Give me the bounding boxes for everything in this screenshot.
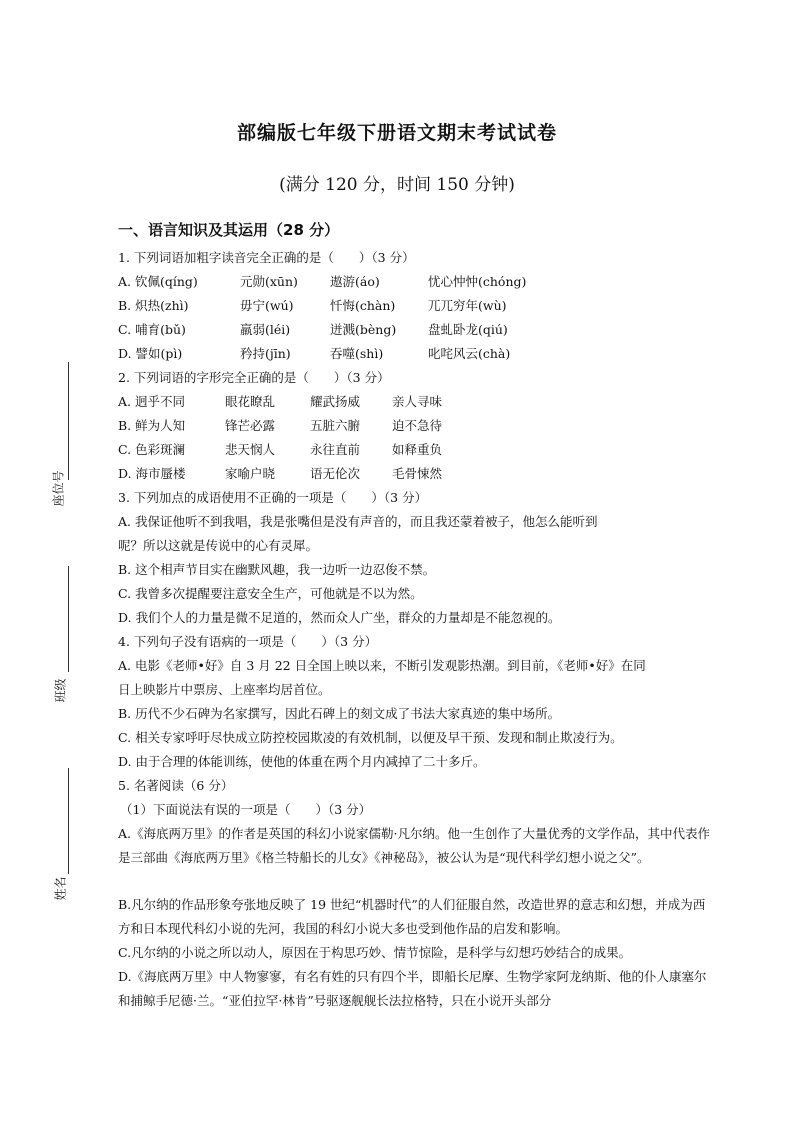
q1-d-4: 叱咤风云(chà) (428, 346, 511, 361)
q4-option-d: D. 由于合理的体能训练，使他的体重在两个月内减掉了二十多斤。 (118, 754, 486, 769)
q1-b-1: B. 炽热(zhì) (118, 298, 189, 313)
q1-d-3: 吞噬(shì) (330, 346, 384, 361)
q2-d-1: D. 海市蜃楼 (118, 466, 186, 481)
q1-a-3: 遨游(áo) (330, 274, 380, 289)
q2-c-1: C. 色彩斑澜 (118, 442, 186, 457)
q1-stem: 1. 下列词语加粗字读音完全正确的是（ ）（3 分） (118, 250, 415, 265)
q2-a-4: 亲人寻味 (392, 394, 443, 409)
q2-c-2: 悲天悯人 (225, 442, 276, 457)
q1-b-2: 毋宁(wú) (240, 298, 294, 313)
q2-a-3: 耀武扬威 (310, 394, 361, 409)
seat-underline (68, 362, 69, 480)
seat-number-label: 座位号 (51, 470, 66, 507)
section-heading: 一、语言知识及其运用（28 分） (118, 221, 340, 239)
q1-b-3: 忏悔(chàn) (330, 298, 396, 313)
q3-option-c: C. 我曾多次提醒要注意安全生产，可他就是不以为然。 (118, 586, 423, 601)
q2-c-3: 永往直前 (310, 442, 361, 457)
q2-d-2: 家喻户晓 (225, 466, 276, 481)
q5-stem: 5. 名著阅读（6 分） (118, 778, 234, 793)
q4-stem: 4. 下列句子没有语病的一项是（ ）（3 分） (118, 634, 378, 649)
q5-option-c: C.凡尔纳的小说之所以动人，原因在于构思巧妙、情节惊险，是科学与幻想巧妙结合的成果。 (118, 945, 632, 960)
q3-option-a: A. 我保证他听不到我唱，我是张嘴但是没有声音的，而且我还蒙着被子，他怎么能听到 (118, 514, 598, 529)
q1-a-4: 忧心忡忡(chóng) (428, 274, 527, 289)
q2-d-4: 毛骨悚然 (392, 466, 443, 481)
q1-b-4: 兀兀穷年(wù) (428, 298, 507, 313)
exam-title: 部编版七年级下册语文期末考试试卷 (236, 122, 557, 144)
q2-a-2: 眼花瞭乱 (225, 394, 276, 409)
q1-c-1: C. 哺育(bǔ) (118, 322, 186, 337)
q2-a-1: A. 迥乎不同 (118, 394, 185, 409)
q3-option-a-cont: 呢？所以这就是传说中的心有灵犀。 (118, 538, 319, 553)
q4-option-a: A. 电影《老师•好》自 3 月 22 日全国上映以来，不断引发观影热潮。到目前，《老师•好》在同 (118, 658, 646, 673)
q5-option-a: A.《海底两万里》的作者是英国的科幻小说家儒勒·凡尔纳。他一生创作了大量优秀的文学作品，其中代表作是三部曲《海底两万里》《格兰特船长的儿女》《神秘岛》，被公认为是“现代科学幻想小说之父”。 (118, 826, 710, 865)
q1-c-2: 羸弱(léi) (240, 322, 291, 337)
q4-option-b: B. 历代不少石碑为名家撰写，因此石碑上的刻文成了书法大家真迹的集中场所。 (118, 706, 561, 721)
q2-b-3: 五脏六腑 (310, 418, 361, 433)
q5-option-d: D.《海底两万里》中人物寥寥，有名有姓的只有四个半，即船长尼摩、生物学家阿龙纳斯、他的仆人康塞尔和捕鲸手尼德·兰。“亚伯拉罕·林肯”号驱逐舰舰长法拉格特，只在小说开头部分 (118, 969, 707, 1008)
q1-a-2: 元勋(xūn) (240, 274, 298, 289)
q1-c-4: 盘虬卧龙(qiú) (428, 322, 508, 337)
name-label: 姓名 (53, 876, 68, 901)
q1-a-1: A. 钦佩(qíng) (118, 274, 198, 289)
q5-sub1: （1）下面说法有误的一项是（ ）（3 分） (120, 802, 372, 817)
q3-option-d: D. 我们个人的力量是微不足道的，然而众人广坐，群众的力量却是不能忽视的。 (118, 610, 561, 625)
q1-d-1: D. 譬如(pì) (118, 346, 183, 361)
q2-b-1: B. 鲜为人知 (118, 418, 186, 433)
exam-subtitle: (满分 120 分，时间 150 分钟) (279, 175, 515, 195)
q2-d-3: 语无伦次 (310, 466, 361, 481)
q4-option-a-cont: 日上映影片中票房、上座率均居首位。 (118, 682, 331, 697)
class-label: 班级 (53, 678, 68, 703)
name-underline (68, 768, 69, 874)
q3-option-b: B. 这个相声节目实在幽默风趣，我一边听一边忍俊不禁。 (118, 562, 436, 577)
q2-b-2: 锋芒必露 (225, 418, 276, 433)
q2-b-4: 迫不急待 (392, 418, 443, 433)
q4-option-c: C. 相关专家呼吁尽快成立防控校园欺凌的有效机制，以便及早干预、发现和制止欺凌行为。 (118, 730, 623, 745)
class-underline (68, 566, 69, 672)
q2-c-4: 如释重负 (392, 442, 443, 457)
q1-d-2: 矜持(jīn) (240, 346, 291, 361)
q5-option-b: B.凡尔纳的作品形象夸张地反映了 19 世纪“机器时代”的人们征服自然，改造世界的意志和幻想，并成为西方和日本现代科幻小说的先河，我国的科幻小说大多也受到他作品的启发和影响。 (118, 897, 706, 936)
q3-stem: 3. 下列加点的成语使用不正确的一项是（ ）（3 分） (118, 490, 428, 505)
q2-stem: 2. 下列词语的字形完全正确的是（ ）（3 分） (118, 370, 390, 385)
q1-c-3: 迸溅(bèng) (330, 322, 397, 337)
